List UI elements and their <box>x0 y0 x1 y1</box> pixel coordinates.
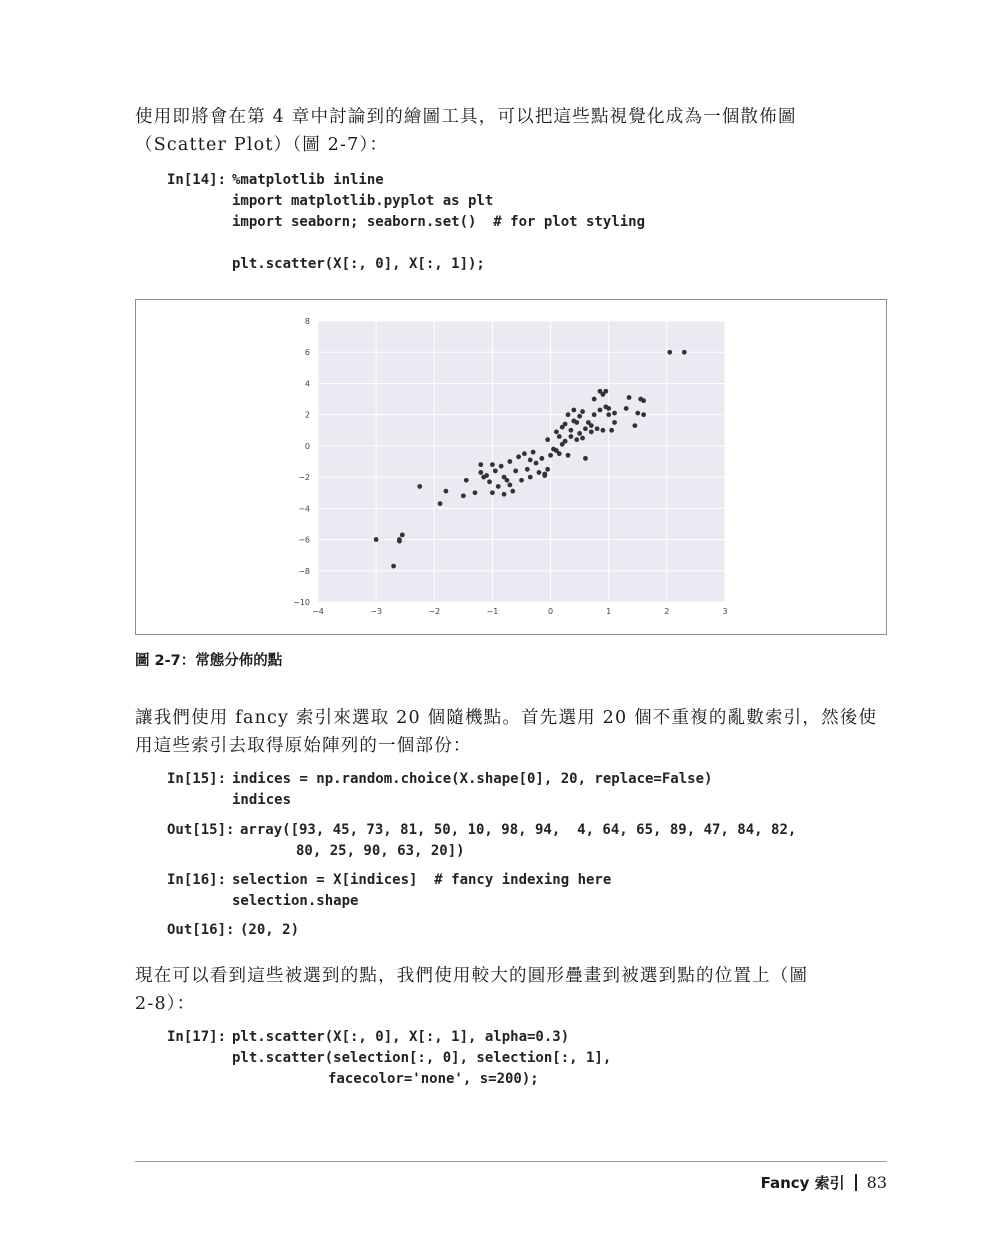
scatter-point <box>545 437 550 442</box>
scatter-point <box>461 493 466 498</box>
scatter-chart <box>136 300 886 634</box>
x-tick-label: −3 <box>370 607 383 616</box>
code-line: facecolor='none', s=200); <box>328 1071 539 1087</box>
x-tick-label: 1 <box>606 607 612 616</box>
fancy-index-paragraph <box>135 704 887 760</box>
scatter-point <box>563 422 568 427</box>
y-tick-label: −10 <box>293 598 310 607</box>
x-tick-label: −1 <box>486 607 499 616</box>
code-line: plt.scatter(selection[:, 0], selection[:, 1], <box>232 1050 612 1066</box>
y-tick-label: −4 <box>298 504 310 514</box>
scatter-point <box>507 459 512 464</box>
code-block-in17 <box>232 1027 611 1069</box>
scatter-point <box>539 456 544 461</box>
code-line: indices = np.random.choice(X.shape[0], 20, replace=False) <box>232 771 713 787</box>
scatter-point <box>473 490 478 495</box>
scatter-point <box>566 412 571 417</box>
y-tick-label: 6 <box>304 348 310 358</box>
scatter-point <box>580 409 585 414</box>
scatter-point <box>490 462 495 467</box>
code-line: plt.scatter(X[:, 0], X[:, 1], alpha=0.3) <box>232 1029 570 1045</box>
scatter-point <box>566 453 571 458</box>
paragraph-line: 2-8）： <box>135 994 196 1014</box>
scatter-point <box>400 532 405 537</box>
scatter-point <box>554 429 559 434</box>
x-tick-label: 3 <box>722 607 728 616</box>
code-line: selection = X[indices] # fancy indexing here <box>232 872 612 888</box>
code-prompt-in16: In[16]: <box>167 872 227 888</box>
code-line: plt.scatter(X[:, 0], X[:, 1]); <box>232 256 485 272</box>
x-tick-label: −4 <box>312 607 324 616</box>
scatter-point <box>516 454 521 459</box>
code-block-in15 <box>232 769 712 811</box>
scatter-point <box>444 489 449 494</box>
scatter-point <box>464 478 469 483</box>
intro-paragraph <box>135 103 887 159</box>
scatter-point <box>557 434 562 439</box>
scatter-point <box>522 451 527 456</box>
y-tick-label: 2 <box>304 410 310 420</box>
scatter-point <box>496 484 501 489</box>
scatter-point <box>667 350 672 355</box>
scatter-point <box>542 472 547 477</box>
scatter-point <box>598 408 603 413</box>
scatter-point <box>571 408 576 413</box>
plot-area <box>318 321 725 602</box>
scatter-point <box>577 414 582 419</box>
scatter-point <box>507 483 512 488</box>
scatter-point <box>641 412 646 417</box>
scatter-point <box>374 537 379 542</box>
code-line: indices <box>232 792 292 808</box>
scatter-point <box>641 398 646 403</box>
scatter-point <box>519 478 524 483</box>
scatter-point <box>528 458 533 463</box>
footer-section-title: Fancy 索引 <box>760 1174 845 1192</box>
scatter-figure <box>135 299 887 635</box>
scatter-point <box>632 423 637 428</box>
code-line: %matplotlib inline <box>232 172 384 188</box>
scatter-point <box>417 484 422 489</box>
code-prompt-in17: In[17]: <box>167 1029 227 1045</box>
code-line: import seaborn; seaborn.set() # for plot styling <box>232 214 646 230</box>
scatter-point <box>592 412 597 417</box>
paragraph-line: 用這些索引去取得原始陣列的一個部份： <box>135 736 472 756</box>
code-prompt-in14: In[14]: <box>167 172 227 188</box>
scatter-point <box>502 492 507 497</box>
scatter-point <box>545 467 550 472</box>
y-tick-label: 0 <box>304 441 310 451</box>
page-number: 83 <box>866 1173 887 1192</box>
scatter-point <box>563 439 568 444</box>
scatter-point <box>499 464 504 469</box>
scatter-point <box>557 451 562 456</box>
scatter-point <box>478 462 483 467</box>
scatter-point <box>595 426 600 431</box>
scatter-point <box>513 468 518 473</box>
scatter-point <box>484 473 489 478</box>
scatter-point <box>528 475 533 480</box>
x-tick-label: 0 <box>548 607 554 616</box>
footer-rule <box>135 1161 887 1162</box>
scatter-point <box>589 429 594 434</box>
scatter-point <box>609 428 614 433</box>
y-tick-label: −2 <box>298 473 310 483</box>
overlay-paragraph <box>135 962 887 1018</box>
code-output-out15-cont: 80, 25, 90, 63, 20]) <box>296 843 465 859</box>
y-tick-label: 8 <box>304 317 310 326</box>
scatter-point <box>606 406 611 411</box>
y-tick-label: −6 <box>298 535 310 545</box>
paragraph-line: （Scatter Plot）（圖 2-7）： <box>135 135 389 155</box>
scatter-point <box>624 406 629 411</box>
scatter-point <box>478 470 483 475</box>
scatter-point <box>601 428 606 433</box>
scatter-point <box>627 395 632 400</box>
scatter-point <box>505 478 510 483</box>
scatter-point <box>525 467 530 472</box>
scatter-point <box>635 411 640 416</box>
code-line: import matplotlib.pyplot as plt <box>232 193 494 209</box>
code-output-out16: (20, 2) <box>240 922 300 938</box>
y-tick-label: −8 <box>298 566 310 576</box>
code-line: selection.shape <box>232 893 359 909</box>
x-tick-label: −2 <box>428 607 441 616</box>
scatter-point <box>391 564 396 569</box>
scatter-point <box>537 470 542 475</box>
scatter-point <box>534 461 539 466</box>
scatter-point <box>569 434 574 439</box>
scatter-point <box>397 537 402 542</box>
scatter-point <box>577 431 582 436</box>
scatter-point <box>592 397 597 402</box>
scatter-point <box>603 389 608 394</box>
footer-divider <box>855 1174 857 1191</box>
page-footer <box>761 1172 887 1193</box>
scatter-point <box>438 501 443 506</box>
scatter-point <box>583 456 588 461</box>
code-block-in16 <box>232 870 611 912</box>
scatter-point <box>612 420 617 425</box>
x-tick-label: 2 <box>664 607 670 616</box>
figure-caption: 圖 2-7：常態分佈的點 <box>135 653 283 669</box>
scatter-point <box>606 412 611 417</box>
scatter-point <box>574 437 579 442</box>
code-prompt-in15: In[15]: <box>167 771 227 787</box>
code-block-in14 <box>232 170 645 275</box>
code-prompt-out16: Out[16]: <box>167 922 235 938</box>
scatter-point <box>589 423 594 428</box>
scatter-point <box>583 426 588 431</box>
scatter-point <box>493 468 498 473</box>
scatter-point <box>682 350 687 355</box>
scatter-point <box>612 411 617 416</box>
scatter-point <box>490 490 495 495</box>
code-output-out15: array([93, 45, 73, 81, 50, 10, 98, 94, 4, 64, 65, 89, 47, 84, 82, <box>240 822 797 838</box>
y-tick-label: 4 <box>304 379 310 389</box>
scatter-point <box>487 479 492 484</box>
scatter-point <box>510 489 515 494</box>
scatter-point <box>580 436 585 441</box>
scatter-point <box>569 428 574 433</box>
paragraph-line: 使用即將會在第 4 章中討論到的繪圖工具，可以把這些點視覺化成為一個散佈圖 <box>135 107 797 127</box>
paragraph-line: 現在可以看到這些被選到的點，我們使用較大的圓形疊畫到被選到點的位置上（圖 <box>135 966 809 986</box>
scatter-point <box>574 420 579 425</box>
scatter-point <box>531 450 536 455</box>
paragraph-line: 讓我們使用 fancy 索引來選取 20 個隨機點。首先選用 20 個不重複的亂數索引，然後使 <box>135 708 878 728</box>
scatter-point <box>548 453 553 458</box>
code-prompt-out15: Out[15]: <box>167 822 235 838</box>
